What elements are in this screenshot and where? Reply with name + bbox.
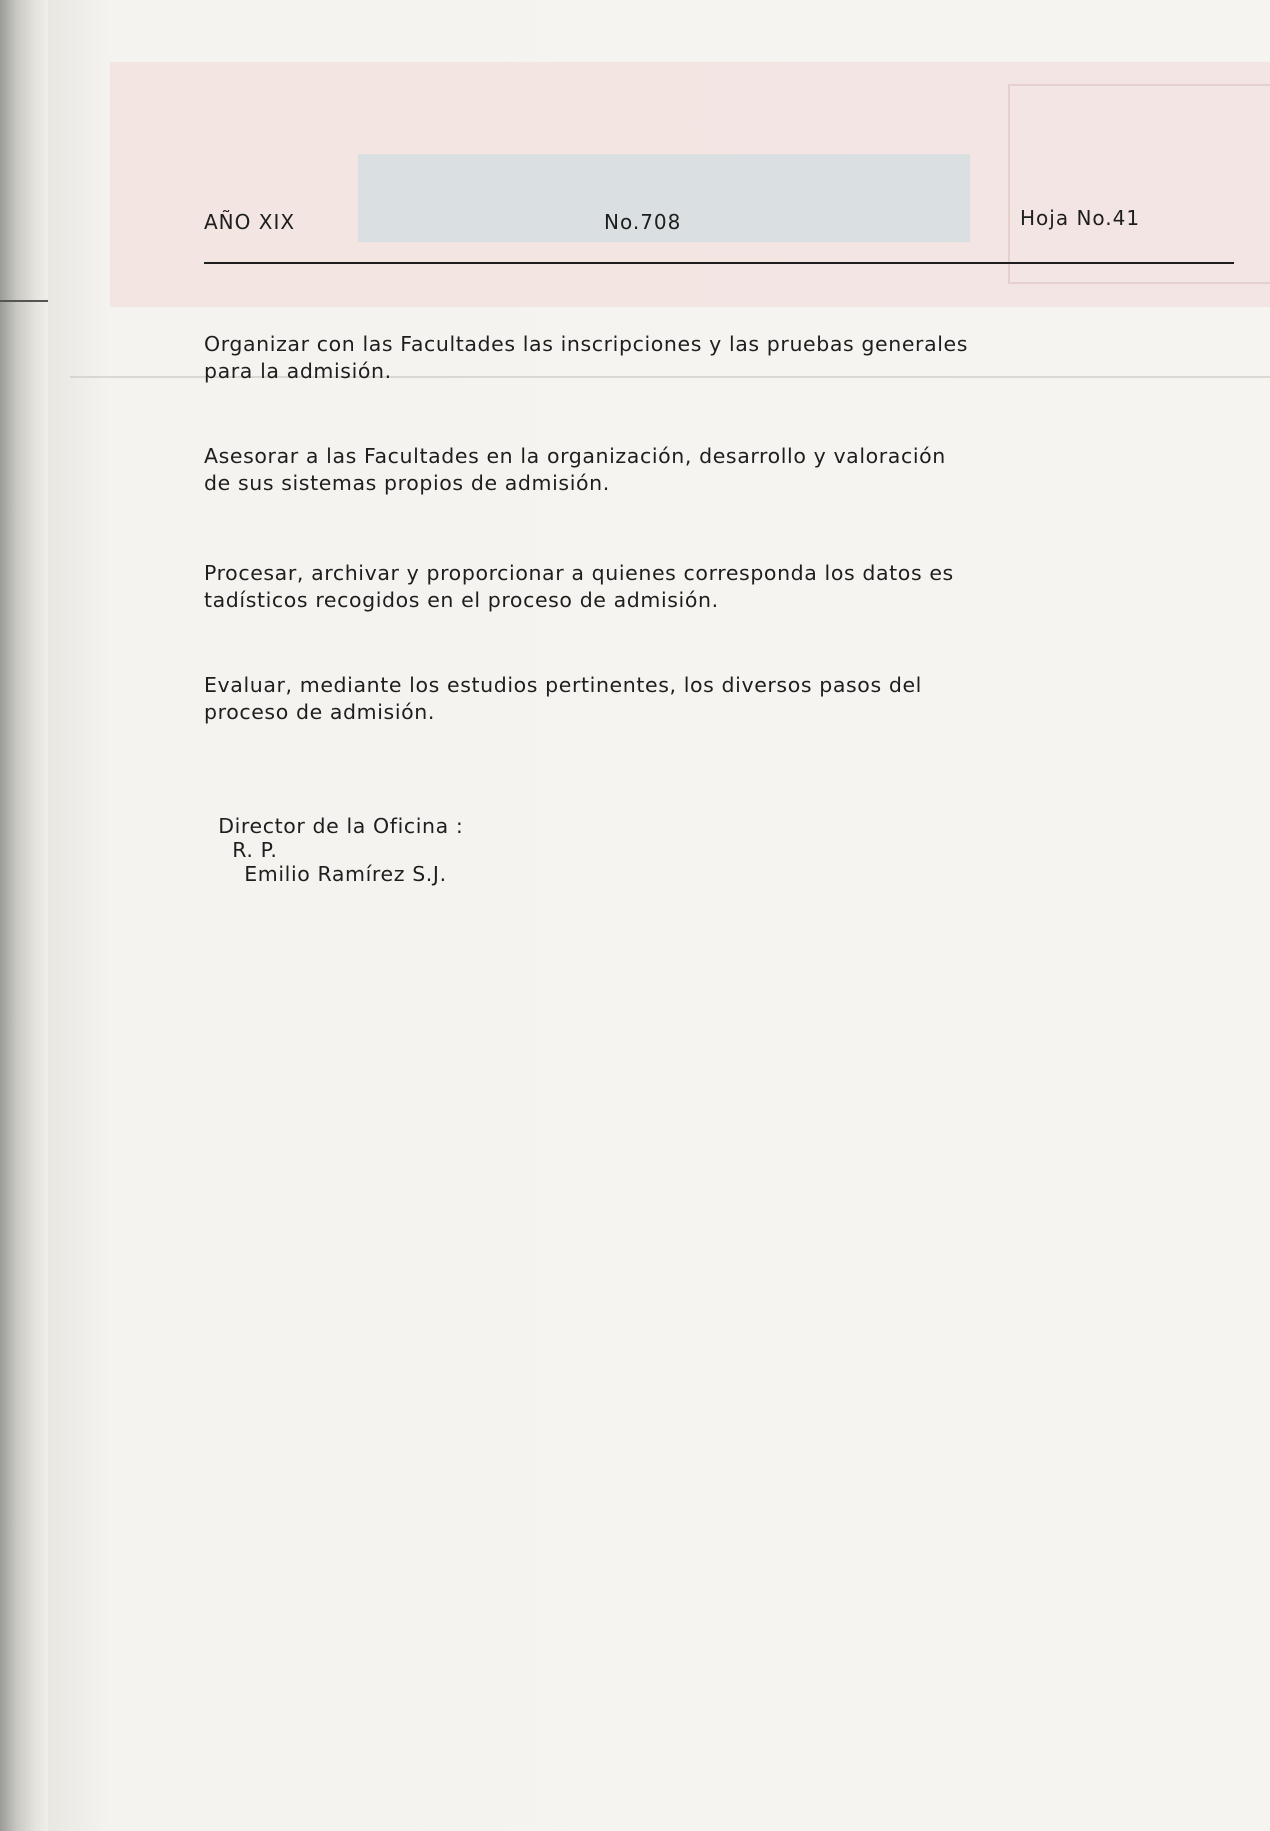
paragraph-advise-faculties [204, 443, 1124, 497]
paragraph-line: proceso de admisión. [204, 700, 435, 724]
paragraph-line: para la admisión. [204, 359, 392, 383]
paragraph-process-data [204, 560, 1124, 614]
paragraph-admission-tests [204, 331, 1124, 385]
issue-number: No.708 [604, 210, 682, 234]
director-name: Emilio Ramírez S.J. [244, 862, 447, 886]
office-director [204, 790, 463, 886]
director-title: R. P. [232, 838, 278, 862]
paragraph-line: tadísticos recogidos en el proceso de admisión. [204, 588, 719, 612]
issue-year: AÑO XIX [204, 210, 296, 234]
bleed-through-box [1008, 84, 1270, 284]
sheet-number: Hoja No.41 [1020, 206, 1141, 230]
paragraph-evaluate-steps [204, 672, 1124, 726]
paragraph-line: Procesar, archivar y proporcionar a quienes corresponda los datos es [204, 561, 954, 585]
header-rule [204, 262, 1234, 264]
paragraph-line: Asesorar a las Facultades en la organización, desarrollo y valoración [204, 444, 946, 468]
paragraph-line: de sus sistemas propios de admisión. [204, 471, 610, 495]
paragraph-line: Organizar con las Facultades las inscripciones y las pruebas generales [204, 332, 969, 356]
binding-edge-line [0, 300, 48, 302]
director-label: Director de la Oficina : [218, 814, 464, 838]
paragraph-line: Evaluar, mediante los estudios pertinentes, los diversos pasos del [204, 673, 922, 697]
page-binding [0, 0, 48, 1831]
